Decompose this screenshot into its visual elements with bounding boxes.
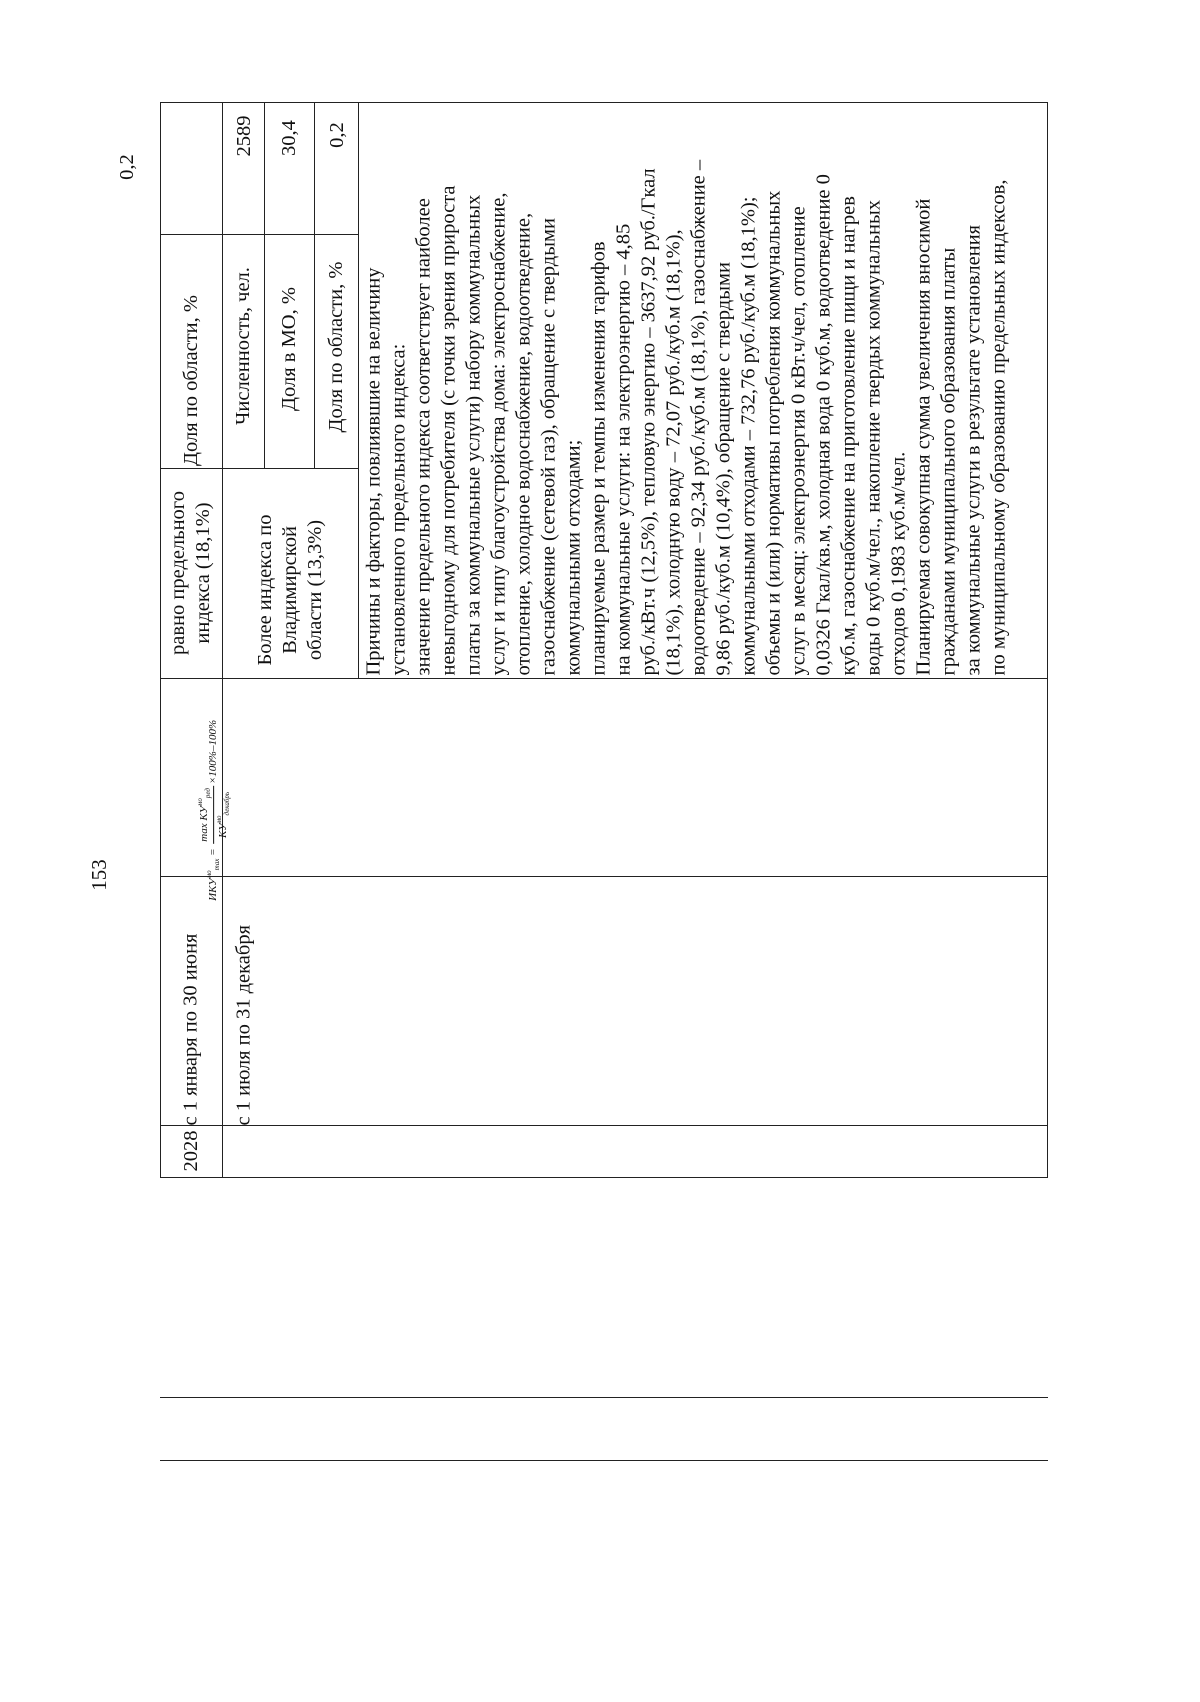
metric-share-mo: Доля в МО, %: [277, 287, 300, 411]
value-share-region-2: 0,2: [325, 122, 348, 148]
row-sep-2: [264, 102, 265, 468]
period-first-half: с 1 января по 30 июня: [179, 933, 201, 1126]
value-share-mo: 30,4: [277, 120, 300, 156]
metric-share-region-2: Доля по области, %: [324, 261, 347, 433]
limit-index-formula: $ИКУ^{мо}_{max}$ = $\max КУ^{мо}_{ред}$ $КУ^{мо}_{декабрь}$ ×100%–100%: [195, 719, 231, 901]
formula-tail: ×100%–100%: [207, 719, 219, 784]
table-border-left: [160, 1177, 1047, 1178]
metric-population: Численность, чел.: [231, 267, 254, 425]
formula-fraction: $\max КУ^{мо}_{ред}$ $КУ^{мо}_{декабрь}$: [195, 787, 231, 842]
col-sep-period: [160, 876, 1047, 877]
col-sep-condition: [160, 468, 358, 469]
row-sep-4: [358, 102, 359, 678]
period-second-half: с 1 июля по 31 декабря: [232, 924, 254, 1126]
year-cell: 2028: [179, 1130, 202, 1172]
page-rule-2: [160, 1460, 1048, 1461]
page-rule-1: [160, 1397, 1048, 1398]
factors-paragraph: Причины и факторы, повлиявшие на величину установленного предельного индекса: значение предельного индекса соответствует наиболее невыгодному для потребителя (с точки зрения прироста платы за коммунальные услуги) набору коммунальных услуг и типу благоустройства дома: электроснабжение, отопление, холодное водоснабжение, водоотведение, газоснабжение (сетевой газ), обращение с твердыми коммунальными отходами; планируемые размер и темпы изменения тарифов на коммунальные услуги: на электроэнергию – 4,85 руб./кВт.ч (12,5%), тепловую энергию – 3637,92 руб./Гкал (18,1%), холодную воду – 72,07 руб./куб.м (18,1%), водоотведение – 92,34 руб./куб.м (18,1%), газоснабжение – 9,86 руб./куб.м (10,4%), обращение с твердыми коммунальными отходами – 732,76 руб./куб.м (18,1%); объемы и (или) нормативы потребления коммунальных услуг в месяц: электроэнергия 0 кВт.ч/чел, отопление 0,0326 Гкал/кв.м, холодная вода 0 куб.м, водоотведение 0 куб.м, газоснабжение на приготовление пищи и нагрев воды 0 куб.м/чел., накопление твердых коммунальных отходов 0,1983 куб.м/чел. Планируемая совокупная сумма увеличения вносимой гражданами муниципального образования платы за коммунальные услуги в результате установления по муниципальному образованию предельных индексов,: [362, 159, 1010, 676]
formula-lhs: $ИКУ^{мо}_{max}$: [205, 858, 221, 901]
table-border-bottom: [1047, 102, 1048, 1178]
condition-above-region: Более индекса по Владимирской области (13,3%): [253, 514, 326, 666]
condition-equal-limit: равно предельного индекса (18,1%): [167, 491, 214, 655]
value-share-region-1: 0,2: [115, 154, 138, 180]
col-sep-year: [160, 1125, 1047, 1126]
metric-share-region-1: Доля по области, %: [179, 295, 202, 466]
value-population: 2589: [232, 115, 255, 157]
page-number: 153: [86, 859, 111, 891]
